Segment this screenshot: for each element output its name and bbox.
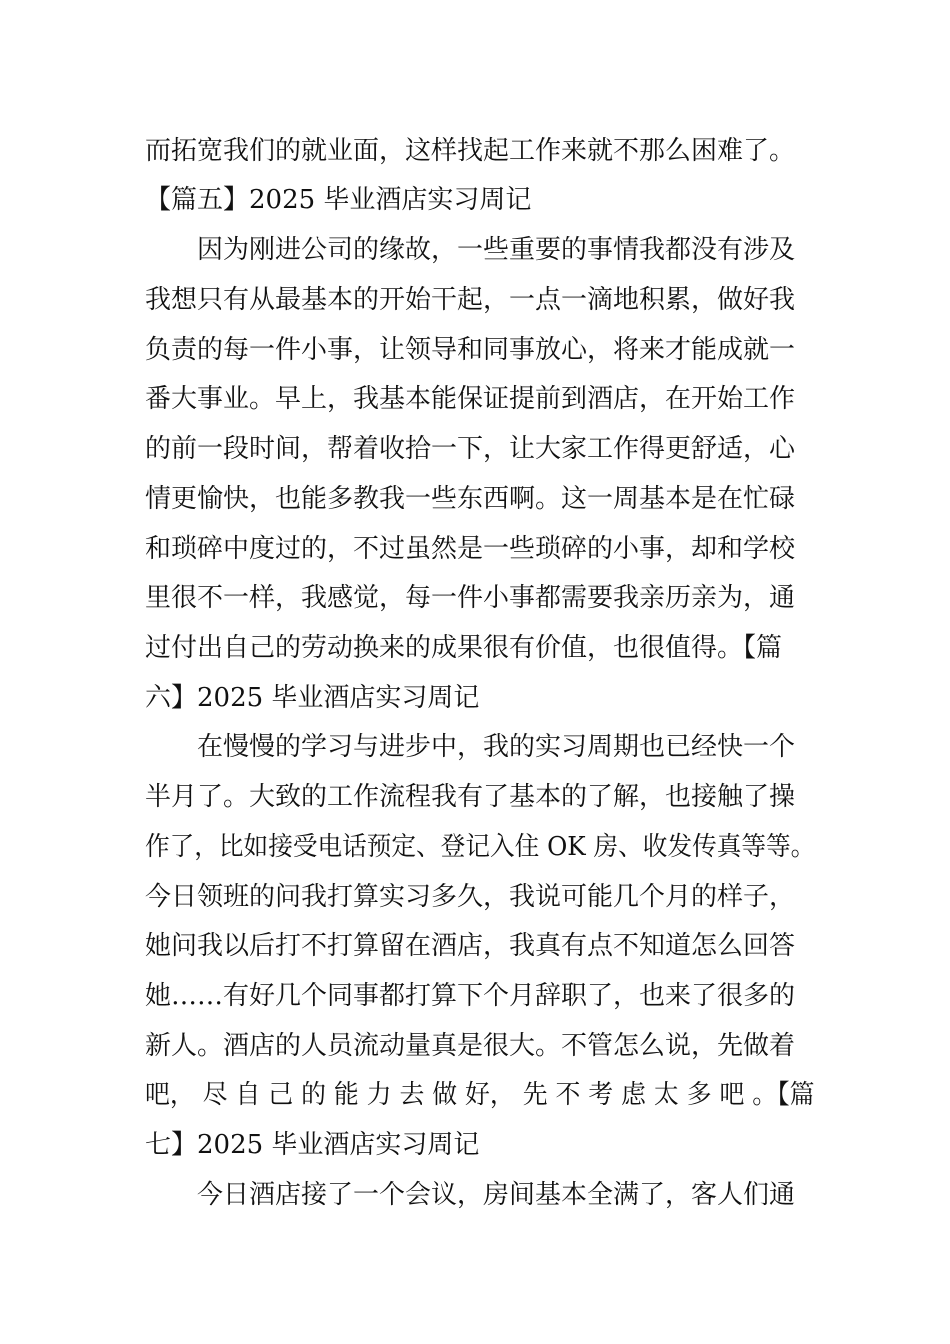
text-line: 因为刚进公司的缘故，一些重要的事情我都没有涉及 [197, 235, 796, 265]
text-line: 和琐碎中度过的，不过虽然是一些琐碎的小事，却和学校 [145, 534, 796, 564]
text-line: 她……有好几个同事都打算下个月辞职了，也来了很多的 [145, 981, 796, 1011]
text-line: 番大事业。早上，我基本能保证提前到酒店，在开始工作 [145, 384, 796, 414]
section-heading: 七】2025 毕业酒店实习周记 [145, 1130, 480, 1160]
text-line: 我想只有从最基本的开始干起，一点一滴地积累，做好我 [145, 285, 796, 315]
text-line: 今日领班的问我打算实习多久，我说可能几个月的样子， [145, 882, 796, 912]
text-line: 而拓宽我们的就业面，这样找起工作来就不那么困难了。 [145, 136, 796, 166]
text-line: 情更愉快，也能多教我一些东西啊。这一周基本是在忙碌 [145, 484, 796, 514]
section-heading: 【篇五】2025 毕业酒店实习周记 [145, 185, 532, 215]
text-line: 半月了。大致的工作流程我有了基本的了解，也接触了操 [145, 782, 796, 812]
text-line: 吧， 尽 自 己 的 能 力 去 做 好， 先 不 考 虑 太 多 吧 。【篇 [145, 1080, 815, 1110]
text-line: 的前一段时间，帮着收拾一下，让大家工作得更舒适，心 [145, 434, 796, 464]
section-heading: 六】2025 毕业酒店实习周记 [145, 683, 480, 713]
text-line: 负责的每一件小事，让领导和同事放心，将来才能成就一 [145, 335, 796, 365]
text-line: 过付出自己的劳动换来的成果很有价值，也很值得。【篇 [145, 633, 783, 663]
text-line: 作了，比如接受电话预定、登记入住 OK 房、收发传真等等。 [145, 832, 816, 862]
text-line: 她问我以后打不打算留在酒店，我真有点不知道怎么回答 [145, 931, 796, 961]
text-line: 在慢慢的学习与进步中，我的实习周期也已经快一个 [197, 732, 796, 762]
text-line: 今日酒店接了一个会议，房间基本全满了，客人们通 [197, 1180, 796, 1210]
text-line: 里很不一样，我感觉，每一件小事都需要我亲历亲为，通 [145, 583, 796, 613]
text-line: 新人。酒店的人员流动量真是很大。不管怎么说，先做着 [145, 1031, 796, 1061]
